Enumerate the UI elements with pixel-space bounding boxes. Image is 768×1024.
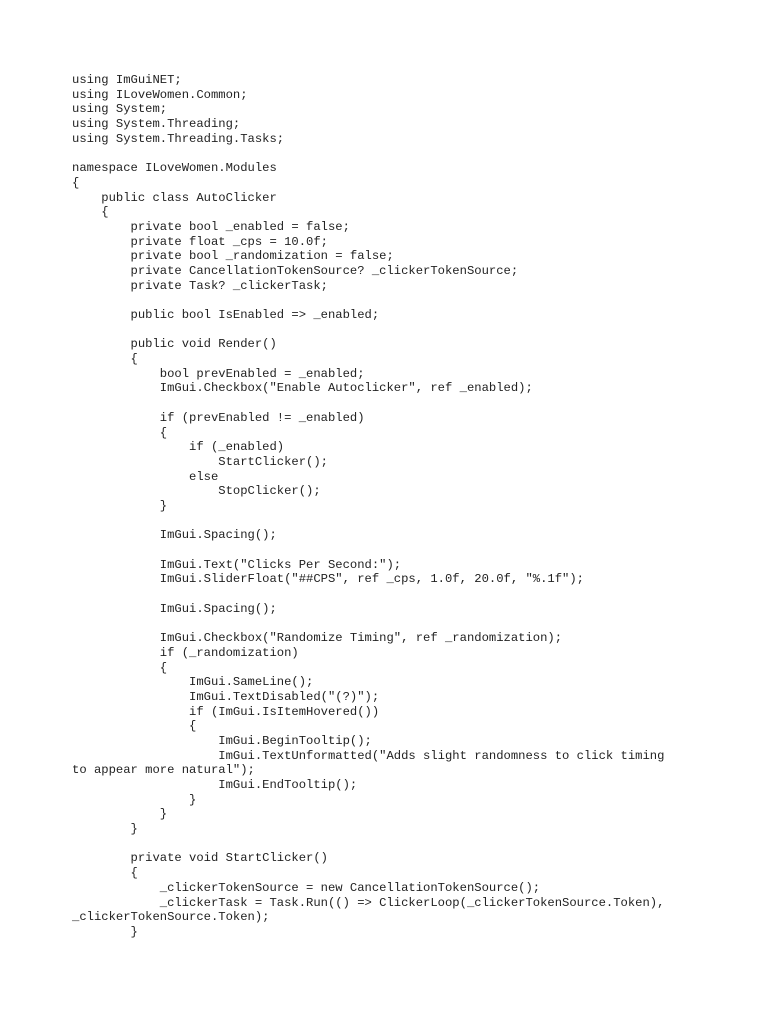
code-line: } — [72, 924, 138, 939]
code-line: private void StartClicker() — [72, 851, 328, 866]
code-line: { — [72, 175, 80, 190]
code-line: ImGui.TextUnformatted("Adds slight randomness to click timing — [72, 748, 665, 763]
code-line: ImGui.Checkbox("Randomize Timing", ref _randomization); — [72, 631, 563, 646]
code-line: } — [72, 807, 168, 822]
code-line: ImGui.TextDisabled("(?)"); — [72, 689, 380, 704]
code-line — [72, 837, 712, 852]
code-line: if (ImGui.IsItemHovered()) — [72, 704, 380, 719]
code-line: ImGui.BeginTooltip(); — [72, 733, 372, 748]
code-line: { — [72, 719, 197, 734]
code-line — [72, 323, 712, 338]
code-line: { — [72, 866, 138, 881]
code-line: { — [72, 660, 168, 675]
code-line: ImGui.EndTooltip(); — [72, 778, 358, 792]
code-line: _clickerTask = Task.Run(() => ClickerLoop(_clickerTokenSource.Token), — [72, 895, 665, 910]
code-line: { — [72, 352, 138, 367]
code-line: using System.Threading.Tasks; — [72, 131, 285, 146]
code-line: _clickerTokenSource = new CancellationTokenSource(); — [72, 880, 541, 895]
code-line — [72, 543, 712, 558]
code-line: to appear more natural"); — [72, 763, 255, 778]
code-line: bool prevEnabled = _enabled; — [72, 366, 365, 381]
code-line — [72, 396, 712, 411]
code-line — [72, 293, 712, 308]
code-line — [72, 514, 712, 529]
code-line — [72, 146, 712, 161]
code-line: ImGui.SliderFloat("##CPS", ref _cps, 1.0f, 20.0f, "%.1f"); — [72, 572, 584, 587]
code-line: { — [72, 205, 109, 220]
code-line: _clickerTokenSource.Token); — [72, 910, 270, 925]
code-line: } — [72, 822, 138, 837]
code-line: ImGui.SameLine(); — [72, 675, 314, 690]
code-line: ImGui.Spacing(); — [72, 528, 277, 543]
code-line — [72, 587, 712, 602]
code-line: } — [72, 792, 197, 807]
code-line: private bool _randomization = false; — [72, 249, 394, 264]
code-line: StartClicker(); — [72, 454, 328, 469]
code-line: using System; — [72, 102, 168, 117]
code-line: private bool _enabled = false; — [72, 219, 350, 234]
code-line: else — [72, 469, 219, 484]
code-line: using System.Threading; — [72, 117, 241, 132]
code-line: { — [72, 425, 168, 440]
code-line — [72, 616, 712, 631]
code-line: if (prevEnabled != _enabled) — [72, 410, 365, 425]
code-line: using ImGuiNET; — [72, 73, 182, 87]
code-line: private float _cps = 10.0f; — [72, 234, 328, 249]
code-line: public class AutoClicker — [72, 190, 277, 205]
code-line: ImGui.Text("Clicks Per Second:"); — [72, 557, 402, 572]
code-line: namespace ILoveWomen.Modules — [72, 161, 277, 176]
code-line: private CancellationTokenSource? _clickerTokenSource; — [72, 263, 519, 278]
code-line: StopClicker(); — [72, 484, 321, 499]
code-line: ImGui.Spacing(); — [72, 601, 277, 616]
code-line: using ILoveWomen.Common; — [72, 87, 248, 102]
code-line: if (_enabled) — [72, 440, 285, 455]
code-line: ImGui.Checkbox("Enable Autoclicker", ref _enabled); — [72, 381, 533, 396]
code-line: } — [72, 498, 168, 513]
code-block — [72, 73, 712, 940]
code-line: public void Render() — [72, 337, 277, 352]
code-line: public bool IsEnabled => _enabled; — [72, 308, 380, 322]
code-line: if (_randomization) — [72, 645, 299, 660]
code-line: private Task? _clickerTask; — [72, 278, 328, 293]
